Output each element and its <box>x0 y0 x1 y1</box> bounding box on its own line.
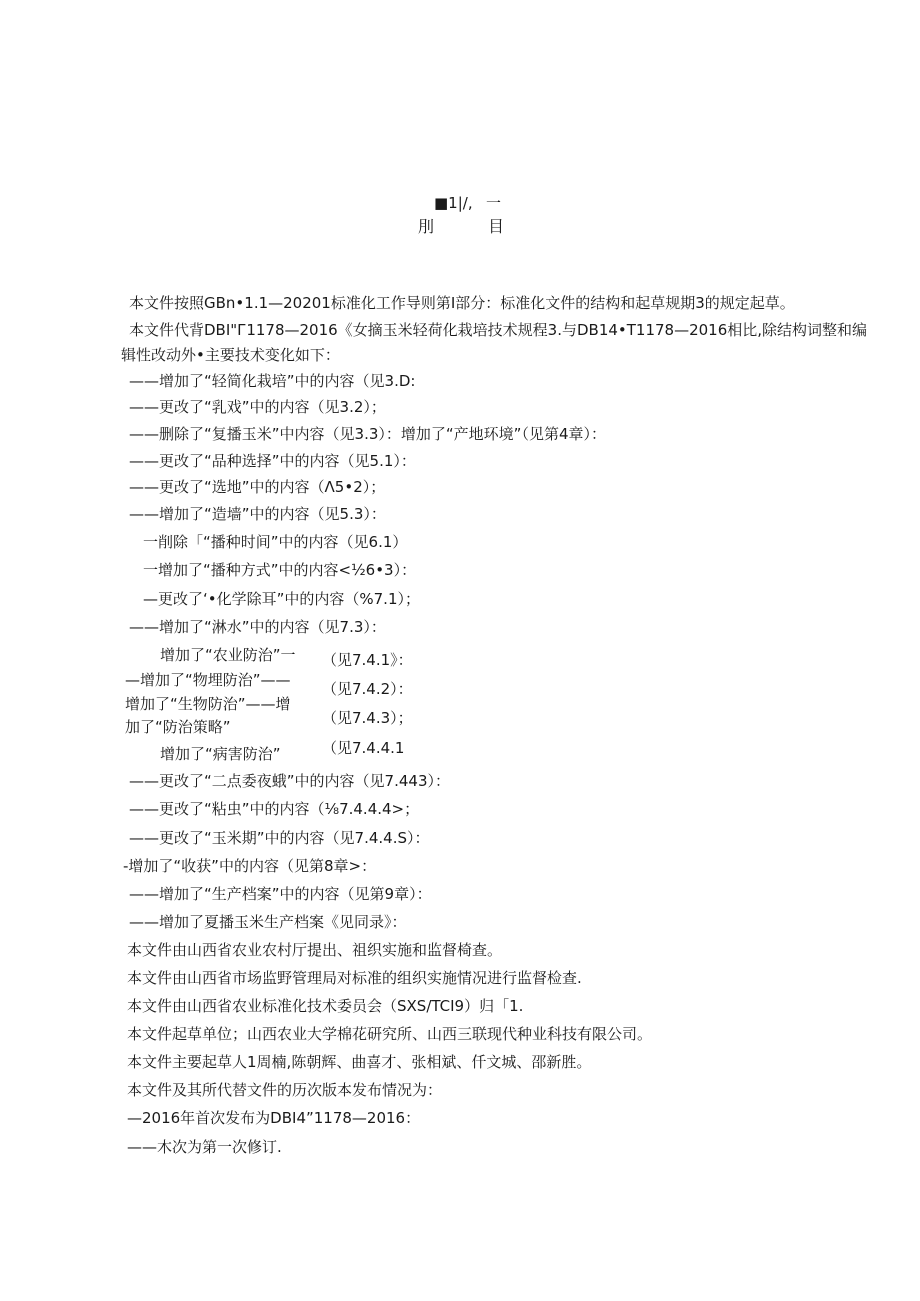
closing-line: 本文件由山西省农业农村厅提出、祖织实施和监督椅查。 <box>127 941 503 959</box>
change-item: ——增加了“生产档案”中的内容（见第9章）： <box>129 885 432 903</box>
header-dash: 一 <box>486 194 502 212</box>
title-char-left: 刖 <box>418 217 435 236</box>
change-item: ——更改了“粘虫”中的内容（⅛7.4.4.4>； <box>129 800 420 818</box>
split-right-ref: （见7.4.2）： <box>322 680 413 698</box>
change-item: ——增加了夏播玉米生产档案《见同录》： <box>129 913 407 931</box>
change-item: 一削除「“播种时间”中的内容（见6.1） <box>143 533 408 551</box>
split-left-line: —增加了“物埋防治”—— <box>125 671 291 689</box>
change-item: -增加了“收获”中的内容（见第8章>： <box>123 857 377 875</box>
change-item: ——增加了“造墙”中的内容（见5.3）： <box>129 505 386 523</box>
split-left-line: 增加了“生物防治”——增 <box>125 695 291 713</box>
split-left-line: 增加了“农业防治”一 <box>160 646 296 664</box>
change-item: ——更改了“二点委夜蛾”中的内容（见7.443）： <box>129 772 450 790</box>
paragraph-replaces-line2: 辑性改动外•主要技术变化如下： <box>121 346 340 364</box>
title-char-right: 目 <box>488 217 505 236</box>
change-item: ——更改了“选地”中的内容（Λ5•2）； <box>129 478 386 496</box>
change-item: ——更改了“乳戏”中的内容（见3.2）； <box>129 398 386 416</box>
split-left-line: 增加了“病害防治” <box>160 745 281 763</box>
split-right-ref: （见7.4.4.1 <box>322 739 405 757</box>
closing-line: 本文件及其所代替文件的历次版本发布情况为： <box>127 1081 443 1099</box>
change-item: ——更改了“玉米期”中的内容（见7.4.4.S）： <box>129 829 430 847</box>
change-item: ——增加了“轻简化栽培”中的内容（见3.D: <box>129 372 416 390</box>
split-right-ref: （见7.4.1》： <box>322 651 413 669</box>
closing-line: 本文件由山西省农业标准化技术委员会（SXS/TCI9）归「1. <box>127 997 524 1015</box>
header-mark: ■1|/, <box>434 194 473 212</box>
change-item: —更改了‘•化学除耳”中的内容（%7.1）； <box>143 590 420 608</box>
change-item: ——增加了“淋水”中的内容（见7.3）： <box>129 618 386 636</box>
change-item: ——更改了“品种选择”中的内容（见5.1）： <box>129 452 416 470</box>
split-left-line: 加了“防治策略” <box>125 718 231 736</box>
paragraph-standard-basis: 本文件按照GBn•1.1—20201标准化工作导则第I部分：标准化文件的结构和起草规期3的规定起草。 <box>129 294 795 312</box>
closing-line: —2016年首次发布为DBI4”1178—2016： <box>127 1109 421 1127</box>
split-right-ref: （见7.4.3）； <box>322 709 413 727</box>
closing-line: 本文件主要起草人1周楠,陈朝辉、曲喜才、张相斌、仟文城、邵新胜。 <box>127 1053 592 1071</box>
closing-line: ——木次为第一次修订. <box>127 1138 282 1156</box>
change-item: 一增加了“播种方式”中的内容<½6•3）： <box>143 561 417 579</box>
closing-line: 本文件由山西省市场监野管理局对标准的组织实施情况进行监督检查. <box>127 969 582 987</box>
change-item: ——删除了“复播玉米”中内容（见3.3）：增加了“产地环境”（见第4章）： <box>129 425 606 443</box>
paragraph-replaces-line1: 本文件代背DBI"Г1178—2016《女摘玉米轻荷化栽培技术规程3.与DB14•T1178—2016相比,除结构词整和编 <box>129 321 868 339</box>
closing-line: 本文件起草单位；山西农业大学棉花研究所、山西三联现代种业科技有限公司。 <box>127 1025 653 1043</box>
